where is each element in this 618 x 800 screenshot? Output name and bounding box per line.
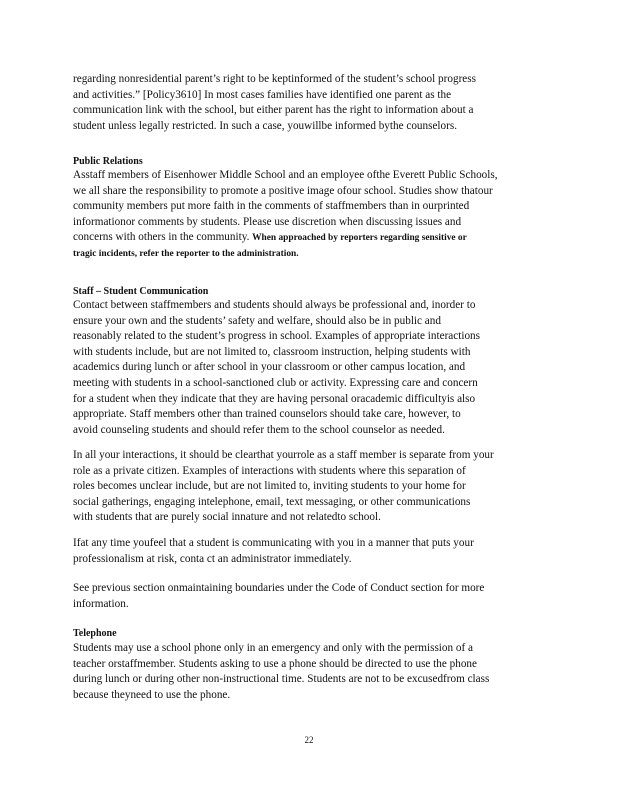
- text-line: role as a private citizen. Examples of interactions with students where this separation of: [73, 464, 466, 477]
- text-line: roles becomes unclear include, but are not limited to, inviting students to your home for: [73, 480, 466, 493]
- text-line: communication link with the school, but either parent has the right to information about a: [73, 104, 474, 117]
- text-line: social gatherings, engaging intelephone, email, text messaging, or other communications: [73, 495, 471, 508]
- telephone-paragraph: [73, 641, 545, 703]
- see-previous-paragraph: [73, 581, 563, 612]
- text-line: In all your interactions, it should be clearthat yourrole as a staff member is separate from your: [73, 449, 494, 461]
- bold-text-line: tragic incidents, refer the reporter to the administration.: [73, 248, 299, 259]
- section-heading-staff-student: Staff – Student Communication: [73, 286, 209, 297]
- text-line: Contact between staffmembers and students should always be professional and, inorder to: [73, 299, 476, 311]
- text-line: Ifat any time youfeel that a student is communicating with you in a manner that puts your: [73, 537, 474, 549]
- text-line: appropriate. Staff members other than trained counselors should take care, however, to: [73, 408, 461, 421]
- text-line: because theyneed to use the phone.: [73, 688, 231, 701]
- section-heading-telephone: Telephone: [73, 628, 117, 639]
- text-line: meeting with students in a school-sanctioned club or activity. Expressing care and concern: [73, 376, 478, 389]
- text-line: with students that are purely social innature and not relatedto school.: [73, 511, 381, 524]
- text-line: Asstaff members of Eisenhower Middle School and an employee ofthe Everett Public Schools,: [73, 169, 498, 181]
- bold-text-segment: When approached by reporters regarding sensitive or: [252, 233, 467, 244]
- text-line: information.: [73, 597, 129, 610]
- text-line: regarding nonresidential parent’s right to be keptinformed of the student’s school progress: [73, 73, 476, 85]
- text-line: student unless legally restricted. In such a case, youwillbe informed bythe counselors.: [73, 119, 458, 132]
- text-line: teacher orstaffmember. Students asking to use a phone should be directed to use the phone: [73, 657, 477, 670]
- staff-student-paragraph: [73, 298, 563, 438]
- interactions-paragraph: [73, 448, 563, 526]
- text-line: and activities.” [Policy3610] In most cases families have identified one parent as the: [73, 88, 452, 101]
- risk-paragraph: [73, 536, 563, 567]
- text-line: professionalism at risk, conta ct an administrator immediately.: [73, 552, 352, 565]
- text-line: Students may use a school phone only in an emergency and only with the permission of a: [73, 642, 473, 654]
- intro-paragraph: [73, 72, 545, 134]
- text-line: during lunch or during other non-instructional time. Students are not to be excusedfrom class: [73, 673, 490, 686]
- text-segment: concerns with others in the community.: [73, 231, 253, 244]
- public-relations-paragraph: [73, 168, 545, 263]
- text-line: for a student when they indicate that they are having personal oracademic difficultyis also: [73, 392, 476, 405]
- page-number: 22: [304, 735, 314, 745]
- text-line: ensure your own and the students’ safety and welfare, should also be in public and: [73, 314, 441, 327]
- text-line: academics during lunch or after school in your classroom or other campus location, and: [73, 361, 466, 374]
- text-line: we all share the responsibility to promote a positive image ofour school. Studies show thatour: [73, 184, 493, 197]
- text-line: community members put more faith in the comments of staffmembers than in ourprinted: [73, 200, 470, 213]
- text-line: See previous section onmaintaining boundaries under the Code of Conduct section for more: [73, 582, 485, 594]
- text-line: [73, 230, 545, 247]
- text-line: reasonably related to the student’s progress in school. Examples of appropriate interactions: [73, 330, 480, 343]
- text-line: informationor comments by students. Please use discretion when discussing issues and: [73, 215, 462, 228]
- text-line: avoid counseling students and should refer them to the school counselor as needed.: [73, 423, 445, 436]
- text-line: with students include, but are not limited to, classroom instruction, helping students with: [73, 345, 471, 358]
- section-heading-public-relations: Public Relations: [73, 156, 143, 167]
